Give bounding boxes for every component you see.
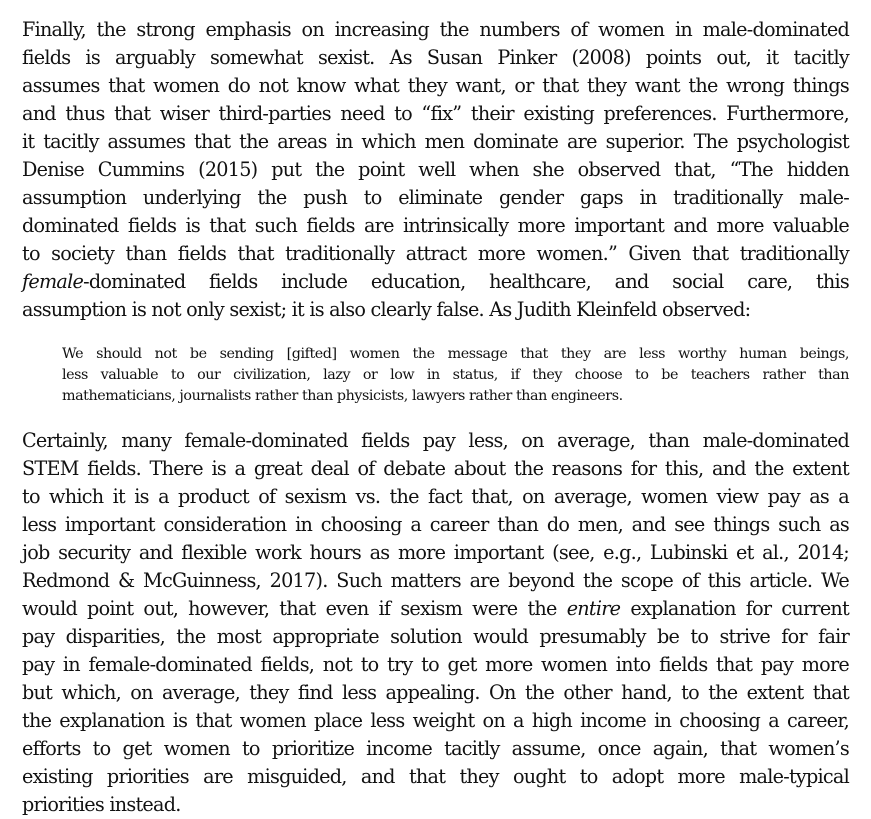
- text-line: efforts to get women to prioritize income tacitly assume, once again, that women’s: [22, 737, 849, 760]
- italic-emphasis: entire: [566, 597, 621, 620]
- text-line: and thus that wiser third-parties need to “fix” their existing preferences. Furthermore,: [22, 102, 849, 125]
- italic-emphasis: female: [22, 270, 84, 293]
- block-quote: [62, 344, 849, 407]
- text-line: it tacitly assumes that the areas in which men dominate are superior. The psychologist: [22, 130, 849, 153]
- text-line: Redmond & McGuinness, 2017). Such matters are beyond the scope of this article. We: [22, 569, 849, 592]
- text-line: Certainly, many female-dominated fields pay less, on average, than male-dominated: [22, 429, 849, 452]
- quote-line: We should not be sending [gifted] women the message that they are less worthy human beings,: [62, 346, 849, 362]
- text-line: assumption is not only sexist; it is also clearly false. As Judith Kleinfeld observed:: [22, 298, 751, 321]
- quote-line: less valuable to our civilization, lazy or low in status, if they choose to be teachers rather than: [62, 367, 849, 383]
- paragraph-2: [22, 427, 849, 819]
- text-line: the explanation is that women place less weight on a high income in choosing a career,: [22, 709, 849, 732]
- paragraph-1: [22, 16, 849, 324]
- text-line: Denise Cummins (2015) put the point well when she observed that, “The hidden: [22, 158, 849, 181]
- quote-line: mathematicians, journalists rather than physicists, lawyers rather than engineers.: [62, 388, 623, 404]
- text-line: to society than fields that traditionally attract more women.” Given that traditionally: [22, 242, 849, 265]
- text-line: assumption underlying the push to eliminate gender gaps in traditionally male-: [22, 186, 849, 209]
- text-line: dominated fields is that such fields are intrinsically more important and more valuable: [22, 214, 849, 237]
- text-line: Finally, the strong emphasis on increasing the numbers of women in male-dominated: [22, 18, 849, 41]
- text-line: priorities instead.: [22, 793, 181, 816]
- text-line: existing priorities are misguided, and that they ought to adopt more male-typical: [22, 765, 849, 788]
- document-page: [22, 16, 849, 819]
- text-line: less important consideration in choosing a career than do men, and see things such as: [22, 513, 849, 536]
- text-line: assumes that women do not know what they want, or that they want the wrong things: [22, 74, 849, 97]
- text-line: [22, 595, 849, 623]
- text-line: job security and flexible work hours as more important (see, e.g., Lubinski et al., 2014;: [22, 541, 849, 564]
- text-span: explanation for current: [620, 597, 849, 620]
- text-line: to which it is a product of sexism vs. the fact that, on average, women view pay as a: [22, 485, 849, 508]
- text-span: -dominated fields include education, healthcare, and social care, this: [83, 270, 849, 293]
- text-line: but which, on average, they find less appealing. On the other hand, to the extent that: [22, 681, 849, 704]
- text-line: STEM fields. There is a great deal of debate about the reasons for this, and the extent: [22, 457, 849, 480]
- text-line: pay in female-dominated fields, not to try to get more women into fields that pay more: [22, 653, 849, 676]
- text-span: would point out, however, that even if sexism were the: [22, 597, 567, 620]
- text-line: pay disparities, the most appropriate solution would presumably be to strive for fair: [22, 625, 849, 648]
- text-line: fields is arguably somewhat sexist. As Susan Pinker (2008) points out, it tacitly: [22, 46, 849, 69]
- text-line: [22, 268, 849, 296]
